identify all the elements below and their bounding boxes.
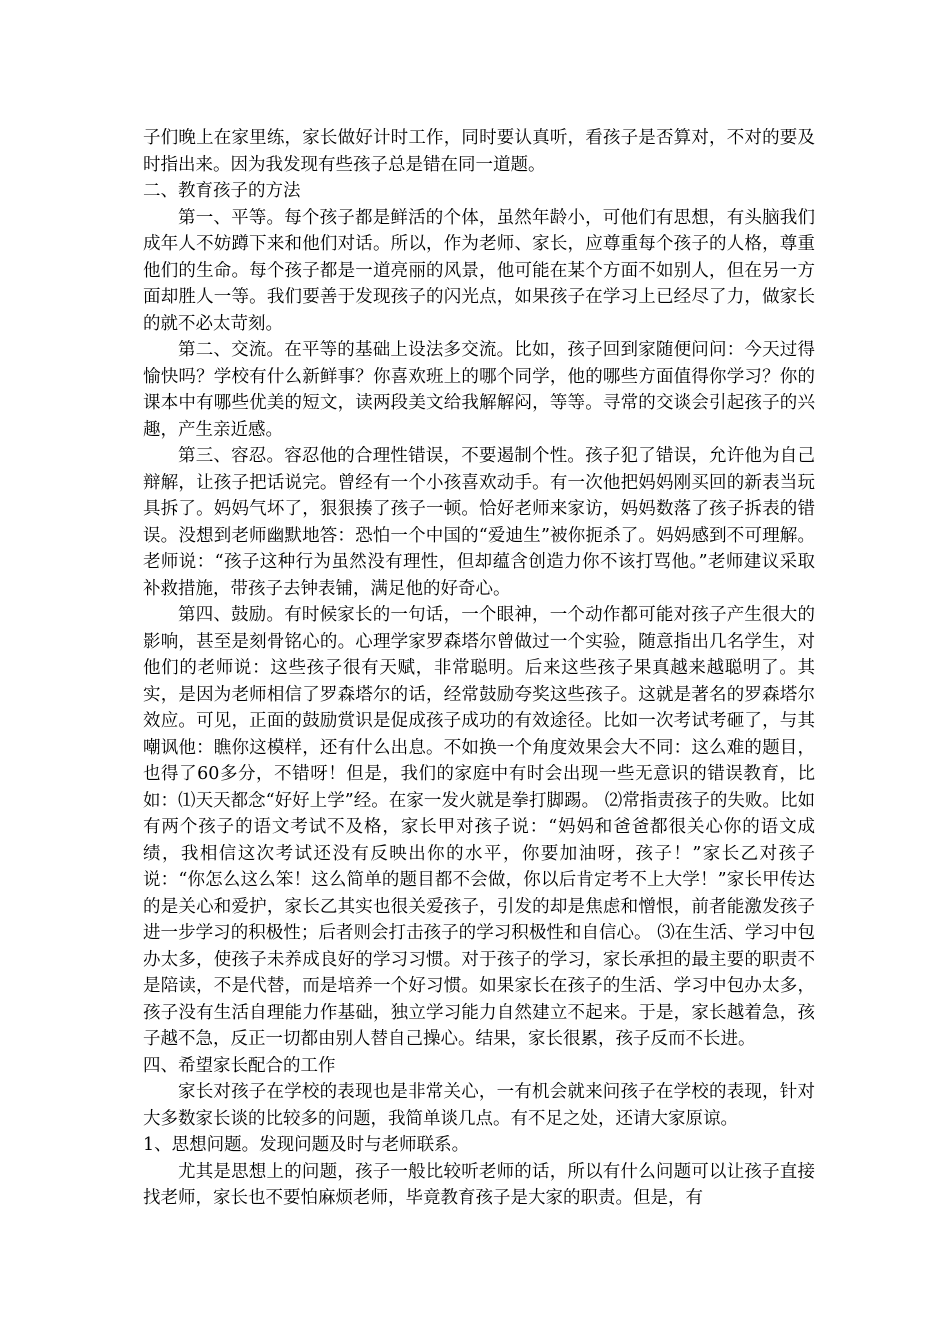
paragraph-communication: 第二、交流。在平等的基础上设法多交流。比如，孩子回到家随便问问：今天过得愉快吗？学校有什么新鲜事？你喜欢班上的哪个同学，他的哪些方面值得你学习？你的课本中有哪些优美的短文，读两段美文给我解解闷，等等。寻常的交谈会引起孩子的兴趣，产生亲近感。 xyxy=(143,340,815,440)
paragraph-parents-care: 家长对孩子在学校的表现也是非常关心，一有机会就来问孩子在学校的表现，针对大多数家长谈的比较多的问题，我简单谈几点。有不足之处，还请大家原谅。 xyxy=(143,1082,815,1129)
paragraph-continuation: 子们晚上在家里练，家长做好计时工作，同时要认真听，看孩子是否算对，不对的要及时指出来。因为我发现有些孩子总是错在同一道题。 xyxy=(143,128,815,175)
section-heading-methods: 二、教育孩子的方法 xyxy=(143,181,301,201)
paragraph-thought: 尤其是思想上的问题，孩子一般比较听老师的话，所以有什么问题可以让孩子直接找老师，家长也不要怕麻烦老师，毕竟教育孩子是大家的职责。但是，有 xyxy=(143,1161,815,1208)
paragraph-tolerance: 第三、容忍。容忍他的合理性错误，不要遏制个性。孩子犯了错误，允许他为自己辩解，让孩子把话说完。曾经有一个小孩喜欢动手。有一次他把妈妈刚买回的新表当玩具拆了。妈妈气坏了，狠狠揍了孩子一顿。恰好老师来家访，妈妈数落了孩子拆表的错误。没想到老师幽默地答：恐怕一个中国的“爱迪生”被你扼杀了。妈妈感到不可理解。老师说：“孩子这种行为虽然没有理性，但却蕴含创造力你不该打骂他。”老师建议采取补救措施，带孩子去钟表铺，满足他的好奇心。 xyxy=(143,446,815,599)
subheading-thought-issues: 1、思想问题。发现问题及时与老师联系。 xyxy=(143,1135,470,1155)
paragraph-encouragement: 第四、鼓励。有时候家长的一句话，一个眼神，一个动作都可能对孩子产生很大的影响，甚至是刻骨铭心的。心理学家罗森塔尔曾做过一个实验，随意指出几名学生，对他们的老师说：这些孩子很有天赋，非常聪明。后来这些孩子果真越来越聪明了。其实，是因为老师相信了罗森塔尔的话，经常鼓励夸奖这些孩子。这就是著名的罗森塔尔效应。可见，正面的鼓励赏识是促成孩子成功的有效途径。比如一次考试考砸了，与其嘲讽他：瞧你这模样，还有什么出息。不如换一个角度效果会大不同：这么难的题目，也得了60多分，不错呀！但是，我们的家庭中有时会出现一些无意识的错误教育，比如：⑴天天都念“好好上学”经。在家一发火就是拳打脚踢。 ⑵常指责孩子的失败。比如有两个孩子的语文考试不及格，家长甲对孩子说：“妈妈和爸爸都很关心你的语文成绩，我相信这次考试还没有反映出你的水平，你要加油呀，孩子！”家长乙对孩子说：“你怎么这么笨！这么简单的题目都不会做，你以后肯定考不上大学！”家长甲传达的是关心和爱护，家长乙其实也很关爱孩子，引发的却是焦虑和憎恨，前者能激发孩子进一步学习的积极性；后者则会打击孩子的学习积极性和自信心。 ⑶在生活、学习中包办太多，使孩子未养成良好的学习习惯。对于孩子的学习，家长承担的最主要的职责不是陪读，不是代替，而是培养一个好习惯。如果家长在孩子的生活、学习中包办太多，孩子没有生活自理能力作基础，独立学习能力自然建立不起来。于是，家长越着急，孩子越不急，反正一切都由别人替自己操心。结果，家长很累，孩子反而不长进。 xyxy=(143,605,815,1049)
document-page xyxy=(143,125,815,1212)
section-heading-parent-cooperation: 四、希望家长配合的工作 xyxy=(143,1055,336,1076)
paragraph-equality: 第一、平等。每个孩子都是鲜活的个体，虽然年龄小，可他们有思想，有头脑我们成年人不妨蹲下来和他们对话。所以，作为老师、家长，应尊重每个孩子的人格，尊重他们的生命。每个孩子都是一道亮丽的风景，他可能在某个方面不如别人，但在另一方面却胜人一等。我们要善于发现孩子的闪光点，如果孩子在学习上已经尽了力，做家长的就不必太苛刻。 xyxy=(143,207,815,334)
